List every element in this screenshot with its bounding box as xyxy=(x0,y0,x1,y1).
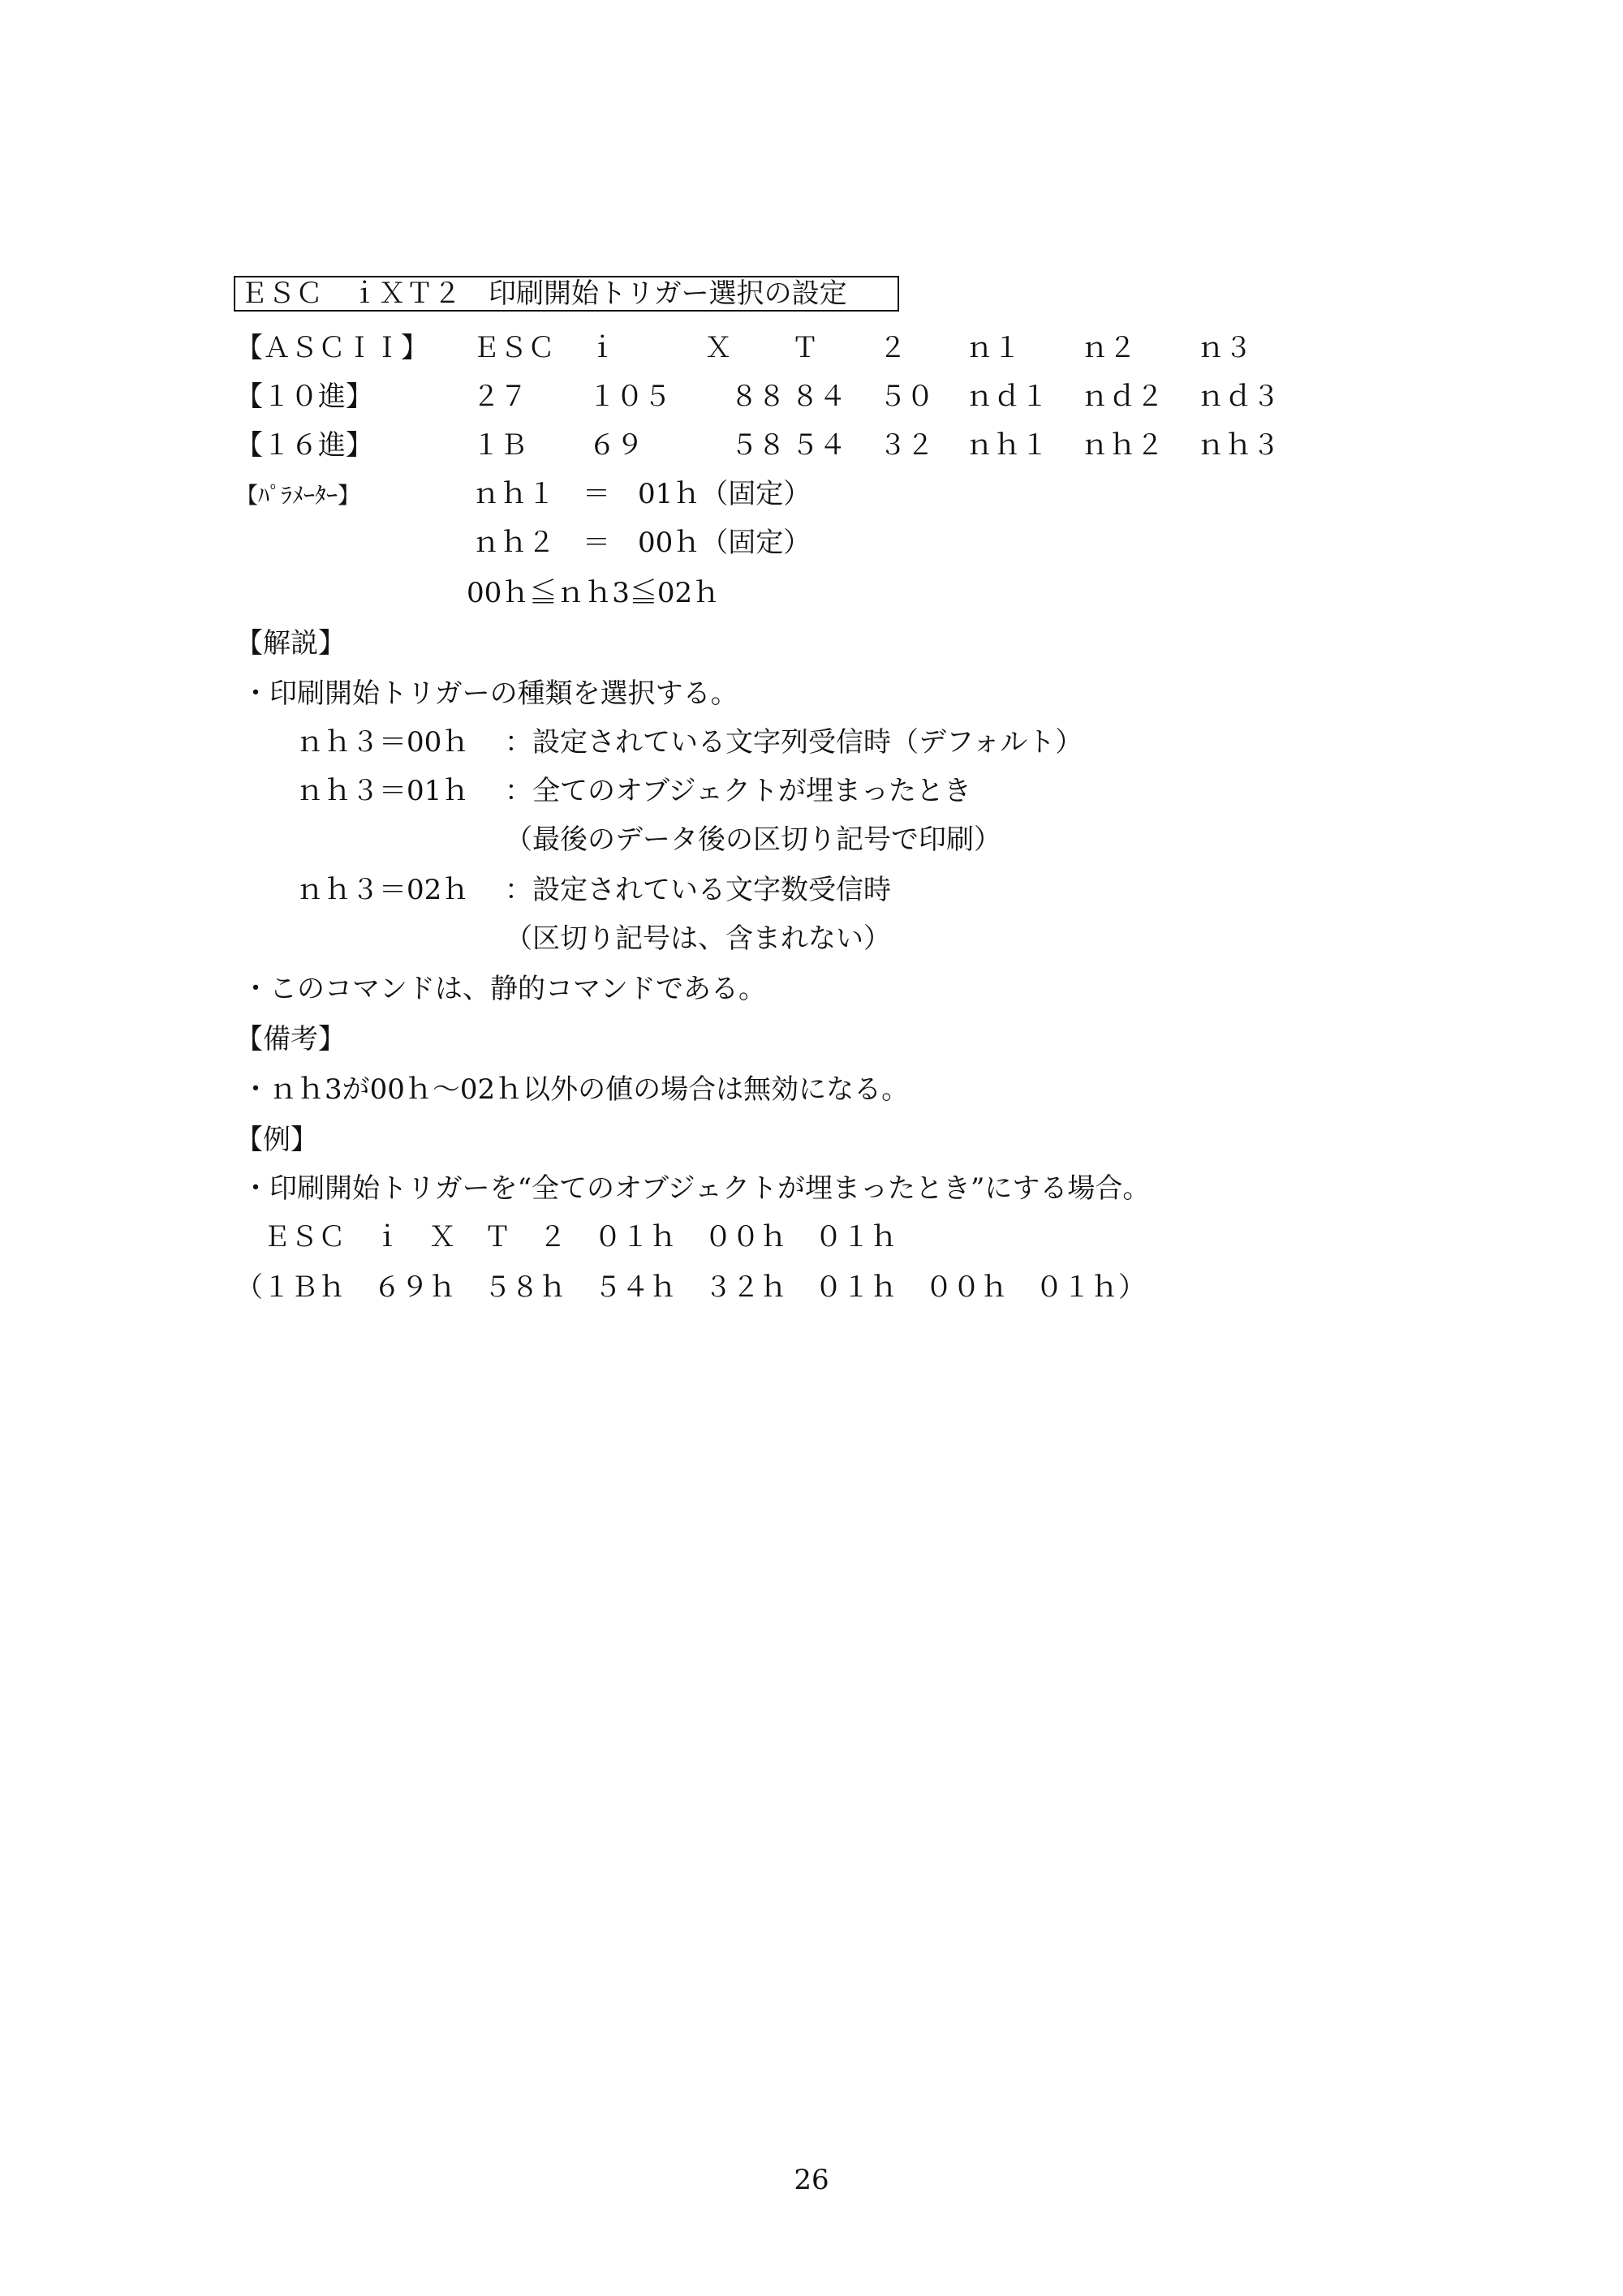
option-description: ：設定されている文字数受信時 xyxy=(505,874,891,906)
hex-label: 【１６進】 xyxy=(235,429,373,462)
parameter-line: ｎｈ２ ＝ 00ｈ（固定） xyxy=(472,527,812,559)
ascii-cell: ＥＳＣ xyxy=(472,332,555,364)
ascii-cell: ｎ１ xyxy=(966,332,1021,364)
hex-cell: ５８ xyxy=(730,429,786,462)
hex-cell: ６９ xyxy=(588,429,644,462)
decimal-cell: ｎｄ１ xyxy=(966,381,1048,413)
remarks-heading: 【備考】 xyxy=(235,1023,346,1056)
option-description: ：設定されている文字列受信時（デフォルト） xyxy=(505,726,1083,759)
decimal-cell: ｎｄ３ xyxy=(1197,381,1280,413)
example-hex: （１Ｂｈ ６９ｈ ５８ｈ ５４ｈ ３２ｈ ０１ｈ ００ｈ ０１ｈ） xyxy=(235,1271,1146,1304)
ascii-cell: ｎ３ xyxy=(1197,332,1252,364)
ascii-cell: ｎ２ xyxy=(1081,332,1136,364)
explanation-heading: 【解説】 xyxy=(235,627,346,660)
ascii-cell: ２ xyxy=(879,332,906,364)
example-ascii: ＥＳＣ ｉ Ｘ Ｔ ２ ０１ｈ ００ｈ ０１ｈ xyxy=(263,1221,898,1253)
ascii-label: 【ＡＳＣＩＩ】 xyxy=(235,332,428,364)
explanation-intro: ・印刷開始トリガーの種類を選択する。 xyxy=(242,677,738,710)
decimal-cell: ８８ xyxy=(730,381,786,413)
decimal-cell: ８４ xyxy=(791,381,846,413)
parameter-label: 【ﾊﾟﾗﾒｰﾀｰ】 xyxy=(235,482,361,509)
option-description: ：全てのオブジェクトが埋まったとき xyxy=(505,775,971,807)
decimal-cell: １０５ xyxy=(588,381,671,413)
remarks-text: ・ｎｈ3が00ｈ～02ｈ以外の値の場合は無効になる。 xyxy=(242,1073,910,1106)
ascii-cell: Ｔ xyxy=(791,332,819,364)
option-key: ｎｈ３＝02ｈ xyxy=(296,874,470,906)
parameter-range: 00ｈ≦ｎｈ3≦02ｈ xyxy=(467,577,721,609)
decimal-cell: ５０ xyxy=(879,381,934,413)
ascii-cell: ｉ xyxy=(588,332,616,364)
hex-cell: ３２ xyxy=(879,429,934,462)
page-number: 26 xyxy=(794,2164,829,2196)
section-title: ＥＳＣ ｉＸＴ２ 印刷開始トリガー選択の設定 xyxy=(234,276,899,312)
decimal-cell: ２７ xyxy=(472,381,527,413)
hex-cell: ｎｈ３ xyxy=(1197,429,1280,462)
hex-cell: ｎｈ１ xyxy=(966,429,1048,462)
example-heading: 【例】 xyxy=(235,1124,318,1156)
ascii-cell: Ｘ xyxy=(704,332,732,364)
option-key: ｎｈ３＝00ｈ xyxy=(296,726,470,759)
example-text: ・印刷開始トリガーを“全てのオブジェクトが埋まったとき”にする場合。 xyxy=(242,1172,1151,1205)
parameter-line: ｎｈ１ ＝ 01ｈ（固定） xyxy=(472,478,812,510)
decimal-label: 【１０進】 xyxy=(235,381,373,413)
option-note: （最後のデータ後の区切り記号で印刷） xyxy=(505,823,1001,856)
option-note: （区切り記号は、含まれない） xyxy=(505,922,891,955)
hex-cell: １Ｂ xyxy=(472,429,527,462)
static-command-note: ・このコマンドは、静的コマンドである。 xyxy=(242,973,766,1005)
hex-cell: ｎｈ２ xyxy=(1081,429,1164,462)
option-key: ｎｈ３＝01ｈ xyxy=(296,775,470,807)
decimal-cell: ｎｄ２ xyxy=(1081,381,1164,413)
hex-cell: ５４ xyxy=(791,429,846,462)
